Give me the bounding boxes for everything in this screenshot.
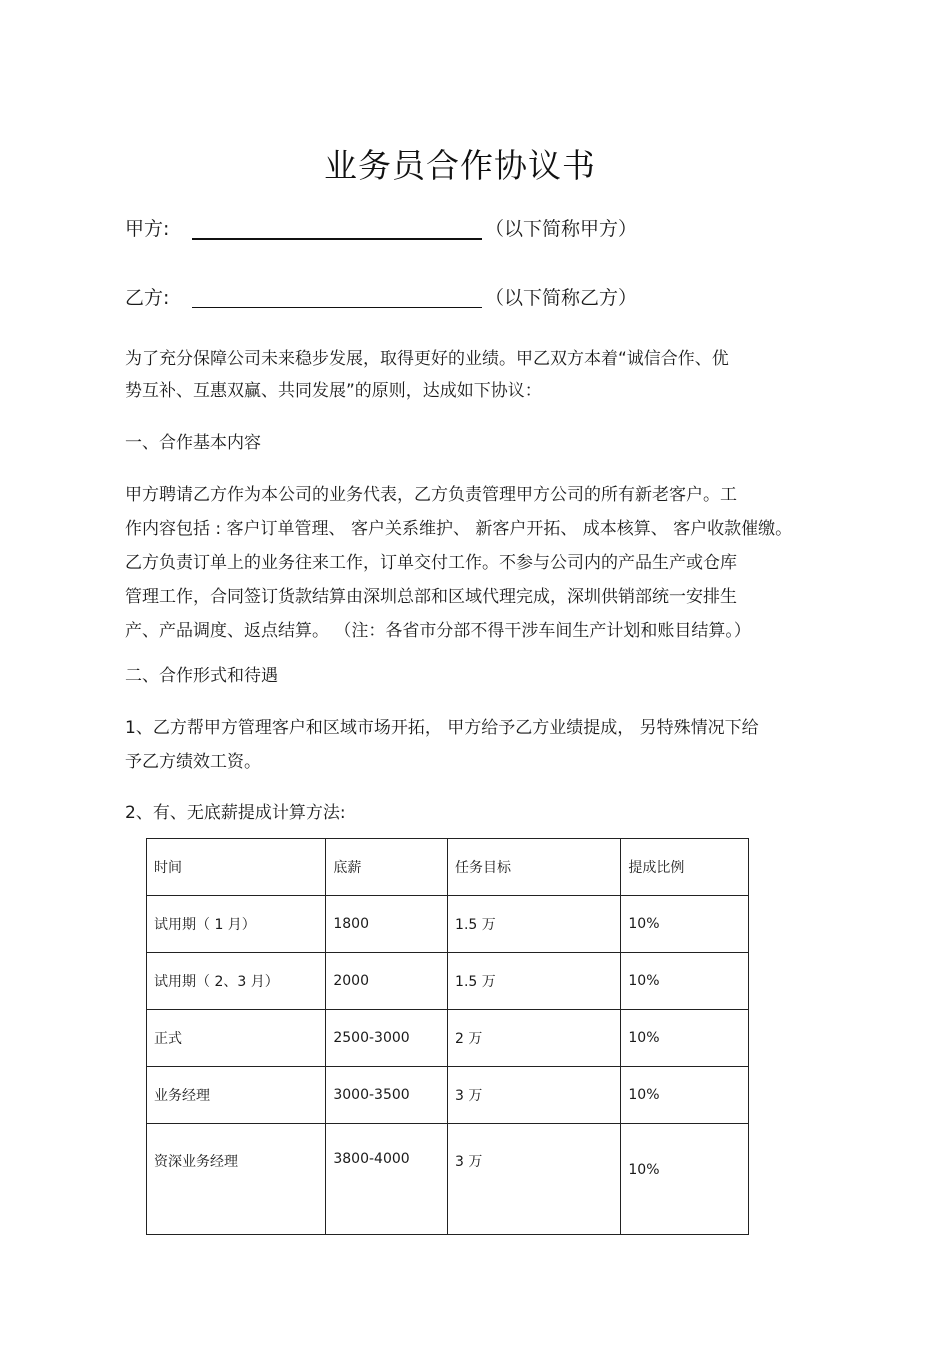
table-cell: 10% — [621, 1067, 749, 1124]
section1-line: 作内容包括 : 客户订单管理、 客户关系维护、 新客户开拓、 成本核算、 客户收款催缴。 — [125, 519, 793, 539]
section2-item1 — [125, 712, 825, 780]
table-cell: 3000-3500 — [326, 1067, 448, 1124]
table-row — [147, 1124, 749, 1235]
table-cell: 3800-4000 — [326, 1124, 448, 1235]
section2-item1-line: 1、乙方帮甲方管理客户和区域市场开拓， 甲方给予乙方业绩提成， 另特殊情况下给 — [125, 718, 759, 738]
table-row — [147, 1010, 749, 1067]
intro-line: 为了充分保障公司未来稳步发展，取得更好的业绩。甲乙双方本着“诚信合作、优 — [125, 349, 729, 369]
section1-paragraph — [125, 479, 825, 649]
party-b-note: （以下简称乙方） — [485, 287, 638, 309]
intro-paragraph — [125, 343, 825, 407]
table-cell: 2500-3000 — [326, 1010, 448, 1067]
intro-line: 势互补、互惠双赢、共同发展”的原则，达成如下协议： — [125, 381, 542, 401]
document-title: 业务员合作协议书 — [324, 146, 596, 185]
table-cell: 1.5 万 — [448, 953, 621, 1010]
section1-heading: 一、合作基本内容 — [125, 433, 261, 453]
section1-line: 管理工作，合同签订货款结算由深圳总部和区域代理完成，深圳供销部统一安排生 — [125, 587, 737, 607]
table-cell: 试用期（ 2、3 月） — [147, 953, 326, 1010]
party-a-row — [125, 214, 825, 244]
table-cell: 2 万 — [448, 1010, 621, 1067]
table-header-cell: 提成比例 — [621, 839, 749, 896]
table-cell: 正式 — [147, 1010, 326, 1067]
table-cell: 2000 — [326, 953, 448, 1010]
table-cell: 10% — [621, 1124, 749, 1235]
commission-table — [146, 838, 749, 1235]
party-a-note: （以下简称甲方） — [485, 218, 638, 240]
table-row — [147, 896, 749, 953]
party-a-label: 甲方: — [125, 218, 170, 240]
section2-item2: 2、有、无底薪提成计算方法: — [125, 803, 346, 823]
table-row — [147, 953, 749, 1010]
table-header-cell: 时间 — [147, 839, 326, 896]
table-cell: 试用期（ 1 月） — [147, 896, 326, 953]
table-cell: 10% — [621, 953, 749, 1010]
table-cell: 业务经理 — [147, 1067, 326, 1124]
party-b-blank-line — [192, 307, 482, 308]
section2-item1-line: 予乙方绩效工资。 — [125, 752, 261, 772]
party-b-row — [125, 283, 825, 313]
section1-line: 乙方负责订单上的业务往来工作，订单交付工作。不参与公司内的产品生产或仓库 — [125, 553, 737, 573]
table-cell: 10% — [621, 1010, 749, 1067]
table-cell: 1800 — [326, 896, 448, 953]
table-header-cell: 底薪 — [326, 839, 448, 896]
party-b-label: 乙方: — [125, 287, 170, 309]
table-row — [147, 1067, 749, 1124]
table-header-cell: 任务目标 — [448, 839, 621, 896]
section2-heading: 二、合作形式和待遇 — [125, 666, 278, 686]
table-header-row — [147, 839, 749, 896]
table-cell: 10% — [621, 896, 749, 953]
table-cell: 1.5 万 — [448, 896, 621, 953]
party-a-blank-line — [192, 238, 482, 240]
table-cell: 3 万 — [448, 1124, 621, 1235]
table-cell: 资深业务经理 — [147, 1124, 326, 1235]
section1-line: 甲方聘请乙方作为本公司的业务代表，乙方负责管理甲方公司的所有新老客户。工 — [125, 485, 737, 505]
section1-line: 产、产品调度、返点结算。 （注：各省市分部不得干涉车间生产计划和账目结算。） — [125, 621, 751, 641]
table-cell: 3 万 — [448, 1067, 621, 1124]
